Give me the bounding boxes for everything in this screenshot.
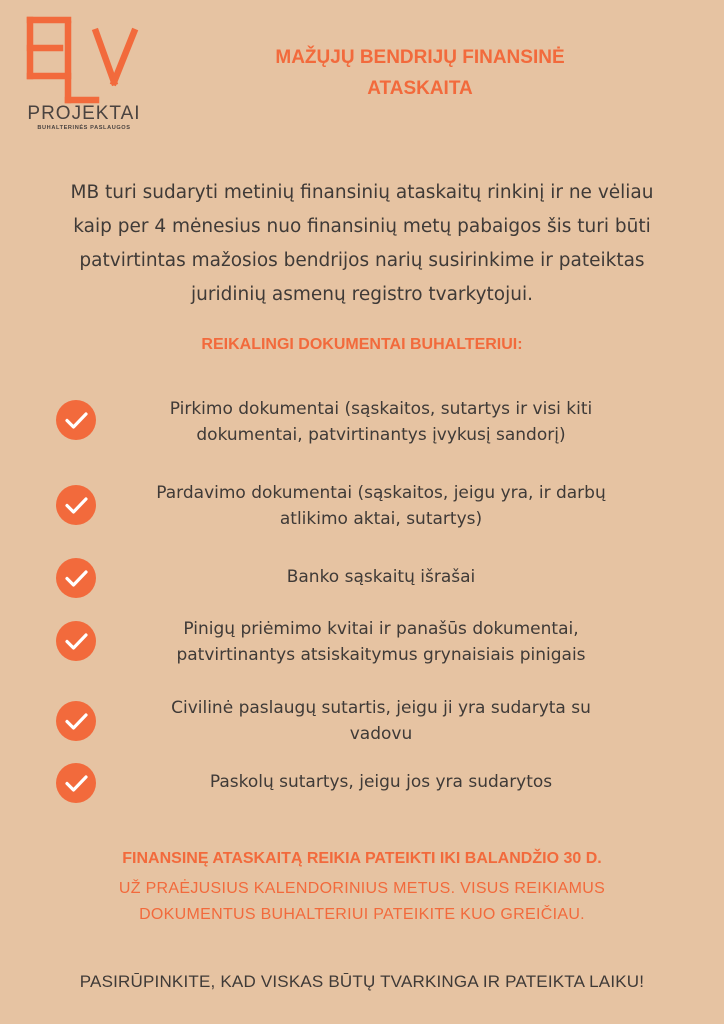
document-line: Paskolų sutartys, jeigu jos yra sudarytos — [209, 772, 553, 792]
check-circle-icon — [56, 485, 96, 525]
document-line: Pinigų priėmimo kvitai ir panašūs dokumentai, — [183, 619, 579, 639]
check-circle-icon — [56, 701, 96, 741]
document-line: Pardavimo dokumentai (sąskaitos, jeigu yra, ir darbų — [156, 483, 606, 503]
check-circle-icon — [56, 558, 96, 598]
note-line: UŽ PRAĖJUSIUS KALENDORINIUS METUS. VISUS REIKIAMUS — [118, 880, 606, 897]
document-text — [110, 695, 652, 747]
document-line: dokumentai, patvirtinantys įvykusį sandorį) — [196, 425, 566, 445]
company-logo — [22, 14, 144, 130]
document-text — [110, 769, 652, 795]
document-line: Pirkimo dokumentai (sąskaitos, sutartys ir visi kiti — [169, 399, 593, 419]
elv-logo-mark — [22, 14, 144, 106]
closing-message: PASIRŪPINKITE, KAD VISKAS BŪTŲ TVARKINGA IR PATEIKTA LAIKU! — [79, 972, 645, 991]
logo-name: PROJEKTAI — [27, 103, 141, 124]
reminder-note — [60, 876, 664, 928]
check-circle-icon — [56, 763, 96, 803]
intro-paragraph — [30, 176, 694, 312]
document-line: atlikimo aktai, sutartys) — [279, 509, 483, 529]
document-text — [110, 396, 652, 448]
deadline-notice: FINANSINĘ ATASKAITĄ REIKIA PATEIKTI IKI BALANDŽIO 30 D. — [122, 850, 602, 867]
document-line: vadovu — [349, 724, 413, 744]
title-line: ATASKAITA — [367, 78, 473, 99]
intro-line: patvirtintas mažosios bendrijos narių susirinkime ir pateiktas — [79, 250, 645, 271]
intro-line: kaip per 4 mėnesius nuo finansinių metų pabaigos šis turi būti — [73, 216, 651, 237]
check-circle-icon — [56, 400, 96, 440]
logo-subtitle: BUHALTERINĖS PASLAUGOS — [37, 125, 131, 131]
document-text — [110, 480, 652, 532]
intro-line: MB turi sudaryti metinių finansinių ataskaitų rinkinį ir ne vėliau — [70, 182, 654, 203]
documents-heading: REIKALINGI DOKUMENTAI BUHALTERIUI: — [201, 336, 523, 353]
document-text — [110, 616, 652, 668]
title-line: MAŽŲJŲ BENDRIJŲ FINANSINĖ — [275, 47, 565, 68]
document-line: patvirtinantys atsiskaitymus grynaisiais pinigais — [176, 645, 586, 665]
page-title — [220, 42, 620, 104]
document-line: Civilinė paslaugų sutartis, jeigu ji yra sudaryta su — [171, 698, 591, 718]
document-line: Banko sąskaitų išrašai — [286, 567, 476, 587]
check-circle-icon — [56, 621, 96, 661]
intro-line: juridinių asmenų registro tvarkytojui. — [190, 284, 534, 305]
note-line: DOKUMENTUS BUHALTERIUI PATEIKITE KUO GREIČIAU. — [139, 906, 585, 923]
document-text — [110, 564, 652, 590]
